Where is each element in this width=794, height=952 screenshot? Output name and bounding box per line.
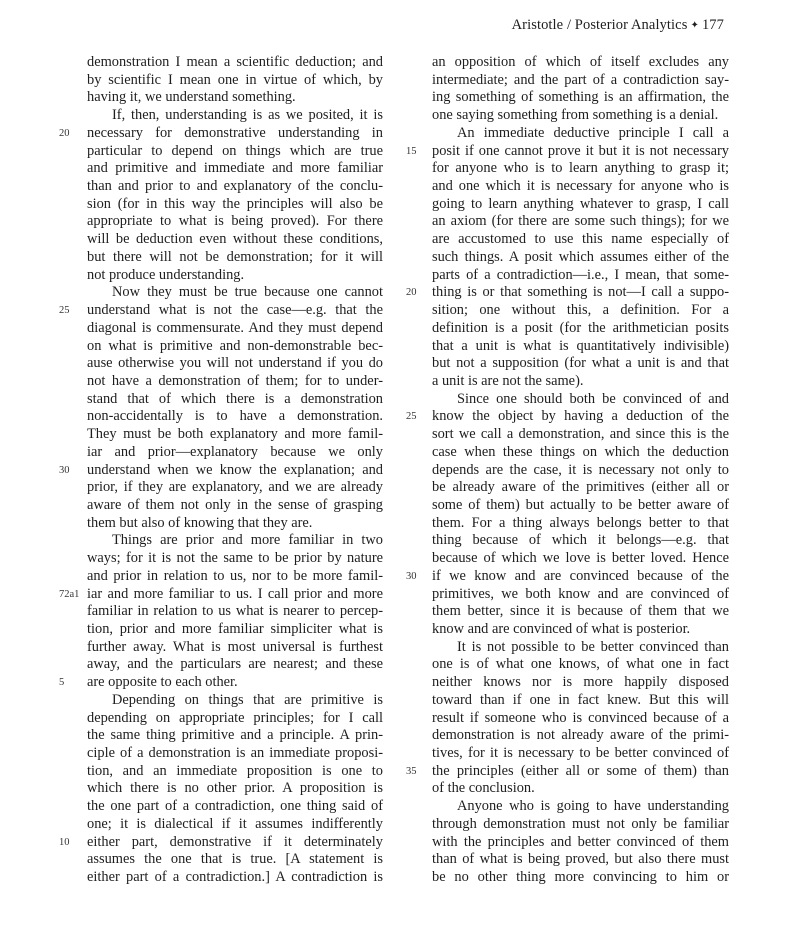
line-number: 30 bbox=[406, 570, 417, 582]
text-line bbox=[87, 178, 383, 196]
line-text: either part, demonstrative if it determinately bbox=[87, 833, 383, 850]
line-text: ciple of a demonstration is an immediate proposi- bbox=[87, 745, 383, 762]
text-line bbox=[59, 302, 383, 320]
text-line bbox=[87, 763, 383, 781]
text-line bbox=[87, 355, 383, 373]
line-text: appropriate to what is being proved). For there bbox=[87, 213, 383, 230]
text-line bbox=[87, 639, 383, 657]
text-line bbox=[59, 461, 383, 480]
line-text: toward than if one in fact knew. But this will bbox=[432, 691, 729, 708]
text-line bbox=[432, 798, 729, 816]
text-line bbox=[87, 54, 383, 72]
line-text: Since one should both be convinced of and bbox=[457, 390, 729, 407]
text-line bbox=[87, 710, 383, 728]
text-line bbox=[59, 585, 383, 604]
line-text: primitives, we both know and are convinced of bbox=[432, 585, 729, 602]
text-line bbox=[59, 833, 383, 852]
line-text: depends are the case, it is necessary not only to bbox=[432, 461, 729, 478]
line-text: stand that of which there is a demonstration bbox=[87, 390, 383, 407]
text-line bbox=[432, 54, 729, 72]
line-text: further away. What is most universal is furthest bbox=[87, 638, 383, 655]
line-text: going to learn anything whatever to grasp, I call bbox=[432, 195, 729, 212]
page-number: 177 bbox=[701, 17, 724, 33]
line-text: It is not possible to be better convinced than bbox=[457, 638, 729, 655]
text-line bbox=[432, 603, 729, 621]
right-text-column bbox=[406, 54, 729, 887]
left-text-column bbox=[59, 54, 383, 887]
line-text: depending on appropriate principles; for I call bbox=[87, 709, 383, 726]
line-text: are opposite to each other. bbox=[87, 674, 238, 691]
text-line bbox=[432, 373, 729, 391]
text-line bbox=[87, 320, 383, 338]
text-line bbox=[432, 621, 729, 639]
text-line bbox=[432, 249, 729, 267]
line-text: the same thing primitive and a principle. A prin- bbox=[87, 727, 383, 744]
line-text: and prior in relation to us, nor to be more famil- bbox=[87, 567, 383, 584]
text-line bbox=[432, 532, 729, 550]
line-text: non-accidentally is to have a demonstration. bbox=[87, 408, 383, 425]
text-line bbox=[432, 745, 729, 763]
line-text: them but also of knowing that they are. bbox=[87, 514, 313, 531]
line-text: of the conclusion. bbox=[432, 780, 535, 797]
text-line bbox=[87, 745, 383, 763]
line-text: away, and the particulars are nearest; and these bbox=[87, 656, 383, 673]
line-text: result if someone who is convinced because of a bbox=[432, 709, 729, 726]
text-line bbox=[87, 656, 383, 674]
line-number: 25 bbox=[406, 411, 417, 423]
line-text: than of what is being proved, but also there must bbox=[432, 851, 729, 868]
text-line bbox=[432, 780, 729, 798]
line-text: that a unit is what is quantitatively indivisible) bbox=[432, 337, 729, 354]
line-text: ause otherwise you will not understand if you do bbox=[87, 355, 383, 372]
line-number: 30 bbox=[59, 464, 70, 476]
text-line bbox=[432, 72, 729, 90]
line-text: understand what is not the case—e.g. that the bbox=[87, 302, 383, 319]
line-text: them. For a thing always belongs better to that bbox=[432, 514, 729, 531]
line-text: assumes the one that is true. [A statement is bbox=[87, 851, 383, 868]
text-line bbox=[432, 586, 729, 604]
text-line bbox=[432, 727, 729, 745]
line-text: because of which we love is better loved. Hence bbox=[432, 550, 729, 567]
text-line bbox=[432, 267, 729, 285]
text-line bbox=[87, 213, 383, 231]
line-number: 20 bbox=[59, 127, 70, 139]
text-line bbox=[87, 426, 383, 444]
line-text: an opposition of which of itself excludes any bbox=[432, 54, 729, 70]
line-text: iar and prior—explanatory because we only bbox=[87, 443, 383, 460]
text-line bbox=[432, 479, 729, 497]
line-text: not produce understanding. bbox=[87, 266, 245, 283]
line-text: If, then, understanding is as we posited, it is bbox=[112, 107, 383, 124]
line-text: a unit is are not the same). bbox=[432, 372, 584, 389]
line-text: are accustomed to use this name especially of bbox=[432, 231, 729, 248]
text-line bbox=[432, 444, 729, 462]
text-line bbox=[87, 816, 383, 834]
text-line bbox=[432, 355, 729, 373]
line-text: but not a supposition (for what a unit is and that bbox=[432, 355, 729, 372]
line-text: some of them) but actually to be better aware of bbox=[432, 496, 729, 513]
text-line bbox=[432, 107, 729, 125]
line-number: 20 bbox=[406, 287, 417, 299]
text-line bbox=[87, 851, 383, 869]
text-line bbox=[87, 196, 383, 214]
text-line bbox=[406, 567, 729, 586]
line-text: Now they must be true because one cannot bbox=[112, 284, 383, 301]
line-text: demonstration I mean a scientific deduction; and bbox=[87, 54, 383, 70]
line-text: diagonal is commensurate. And they must depend bbox=[87, 319, 383, 336]
text-line bbox=[432, 196, 729, 214]
text-line bbox=[432, 426, 729, 444]
line-text: either part of a contradiction.] A contradiction is bbox=[87, 869, 383, 886]
text-line bbox=[87, 143, 383, 161]
text-line bbox=[406, 762, 729, 781]
line-number: 5 bbox=[59, 677, 65, 689]
line-text: intermediate; and the part of a contradiction say- bbox=[432, 71, 729, 88]
line-text: ways; for it is not the same to be prior by nature bbox=[87, 550, 383, 567]
text-line bbox=[406, 142, 729, 161]
text-line bbox=[432, 125, 729, 143]
text-line bbox=[87, 267, 383, 285]
line-text: one is of what one knows, of what one in fact bbox=[432, 656, 729, 673]
text-line bbox=[87, 231, 383, 249]
text-line bbox=[432, 160, 729, 178]
text-line bbox=[87, 603, 383, 621]
text-line bbox=[87, 373, 383, 391]
line-text: They must be both explanatory and more famil- bbox=[87, 426, 383, 443]
line-text: which there is no other prior. A proposition is bbox=[87, 780, 383, 797]
text-line bbox=[432, 639, 729, 657]
text-line bbox=[432, 710, 729, 728]
line-number: 25 bbox=[59, 305, 70, 317]
line-text: if we know and are convinced because of the bbox=[432, 567, 729, 584]
line-text: aware of them not only in the sense of grasping bbox=[87, 496, 383, 513]
text-line bbox=[87, 479, 383, 497]
line-text: tion, and an immediate proposition is one to bbox=[87, 762, 383, 779]
line-text: tives, for it is necessary to be better convinced of bbox=[432, 745, 729, 762]
header-ornament: ✦ bbox=[690, 20, 699, 31]
text-line bbox=[432, 231, 729, 249]
line-text: particular to depend on things which are true bbox=[87, 142, 383, 159]
line-text: Depending on things that are primitive is bbox=[112, 691, 383, 708]
text-line bbox=[432, 213, 729, 231]
line-number: 15 bbox=[406, 145, 417, 157]
text-line bbox=[406, 284, 729, 302]
line-text: through demonstration must not only be familiar bbox=[432, 815, 729, 832]
text-line bbox=[87, 869, 383, 887]
text-line bbox=[432, 656, 729, 674]
text-line bbox=[432, 515, 729, 533]
line-text: by scientific I mean one in virtue of which, by bbox=[87, 71, 383, 88]
text-line bbox=[87, 497, 383, 515]
line-text: sition; one without this, a definition. For a bbox=[432, 302, 729, 319]
text-line bbox=[87, 550, 383, 568]
line-text: tion, prior and more familiar simpliciter what is bbox=[87, 621, 383, 637]
text-line bbox=[87, 72, 383, 90]
text-line bbox=[432, 869, 729, 887]
line-text: definition is a posit (for the arithmetician posits bbox=[432, 319, 729, 336]
line-text: such things. A posit which assumes either of the bbox=[432, 248, 729, 265]
line-text: on what is primitive and non-demonstrable bec- bbox=[87, 337, 383, 354]
text-line bbox=[432, 497, 729, 515]
text-line bbox=[432, 462, 729, 480]
text-line bbox=[87, 621, 383, 639]
line-text: one saying something from something is a denial. bbox=[432, 107, 719, 124]
text-line bbox=[87, 444, 383, 462]
text-line bbox=[432, 816, 729, 834]
line-text: the one part of a contradiction, one thing said of bbox=[87, 798, 383, 815]
text-line bbox=[87, 408, 383, 426]
text-line bbox=[87, 727, 383, 745]
text-line bbox=[432, 178, 729, 196]
line-text: thing because of which it belongs—e.g. that bbox=[432, 532, 729, 549]
line-text: and one which it is necessary for anyone who is bbox=[432, 178, 729, 195]
text-line bbox=[87, 391, 383, 409]
text-line bbox=[432, 692, 729, 710]
line-text: not have a demonstration of them; for to under- bbox=[87, 372, 383, 389]
text-line bbox=[432, 391, 729, 409]
line-text: know the object by having a deduction of the bbox=[432, 408, 729, 425]
text-line bbox=[432, 834, 729, 852]
text-line bbox=[432, 320, 729, 338]
text-line bbox=[59, 124, 383, 143]
text-line bbox=[432, 851, 729, 869]
text-line bbox=[59, 674, 383, 692]
text-line bbox=[87, 89, 383, 107]
line-text: case when these things on which the deduction bbox=[432, 443, 729, 460]
line-text: ing something of something is an affirmation, the bbox=[432, 89, 729, 106]
line-text: be no other thing more convincing to him or bbox=[432, 869, 729, 886]
line-text: necessary for demonstrative understanding in bbox=[87, 124, 383, 141]
line-number: 35 bbox=[406, 765, 417, 777]
text-line bbox=[87, 284, 383, 302]
line-text: thing is or that something is not—I call a suppo- bbox=[432, 284, 729, 301]
line-text: them better, since it is because of them that we bbox=[432, 603, 729, 620]
line-text: sion (for in this way the principles will also be bbox=[87, 195, 383, 212]
line-text: with the principles and better convinced of them bbox=[432, 833, 729, 850]
line-text: iar and more familiar to us. I call prior and more bbox=[87, 585, 383, 602]
line-number: 72a1 bbox=[59, 588, 80, 600]
running-header bbox=[512, 17, 724, 34]
line-text: prior, if they are explanatory, and we are already bbox=[87, 479, 383, 496]
text-line bbox=[432, 338, 729, 356]
text-line bbox=[432, 550, 729, 568]
line-text: but there will not be demonstration; for it will bbox=[87, 248, 383, 265]
line-number: 10 bbox=[59, 836, 70, 848]
line-text: the principles (either all or some of them) than bbox=[432, 762, 729, 779]
text-line bbox=[87, 780, 383, 798]
line-text: an axiom (for there are some such things); for we bbox=[432, 213, 729, 230]
text-line bbox=[87, 568, 383, 586]
text-line bbox=[87, 107, 383, 125]
text-line bbox=[432, 302, 729, 320]
line-text: familiar in relation to us what is nearer to percep- bbox=[87, 603, 383, 620]
line-text: and primitive and immediate and more familiar bbox=[87, 160, 383, 177]
text-line bbox=[87, 249, 383, 267]
line-text: sort we call a demonstration, and since this is the bbox=[432, 426, 729, 443]
line-text: than and prior to and explanatory of the conclu- bbox=[87, 178, 383, 195]
line-text: demonstration is not already aware of the primi- bbox=[432, 727, 729, 744]
text-line bbox=[406, 408, 729, 426]
line-text: parts of a contradiction—i.e., I mean, that some- bbox=[432, 266, 729, 283]
text-line bbox=[432, 674, 729, 692]
line-text: will be deduction even without these conditions, bbox=[87, 231, 383, 248]
line-text: Anyone who is going to have understanding bbox=[457, 798, 729, 815]
line-text: Things are prior and more familiar in two bbox=[112, 532, 383, 549]
text-line bbox=[87, 515, 383, 533]
text-line bbox=[87, 692, 383, 710]
text-line bbox=[87, 338, 383, 356]
text-line bbox=[87, 160, 383, 178]
line-text: posit if one cannot prove it but it is not necessary bbox=[432, 142, 729, 159]
line-text: neither knows nor is more happily disposed bbox=[432, 674, 729, 691]
header-title: Aristotle / Posterior Analytics bbox=[511, 17, 688, 33]
line-text: An immediate deductive principle I call a bbox=[457, 124, 729, 141]
text-line bbox=[87, 532, 383, 550]
line-text: one; it is dialectical if it assumes indifferently bbox=[87, 815, 383, 832]
line-text: understand when we know the explanation; and bbox=[87, 461, 383, 478]
line-text: be already aware of the primitives (either all or bbox=[432, 479, 729, 496]
text-line bbox=[432, 89, 729, 107]
text-line bbox=[87, 798, 383, 816]
line-text: for anyone who is to learn anything to grasp it; bbox=[432, 160, 729, 177]
line-text: know and are convinced of what is posterior. bbox=[432, 621, 691, 637]
line-text: having it, we understand something. bbox=[87, 89, 296, 106]
